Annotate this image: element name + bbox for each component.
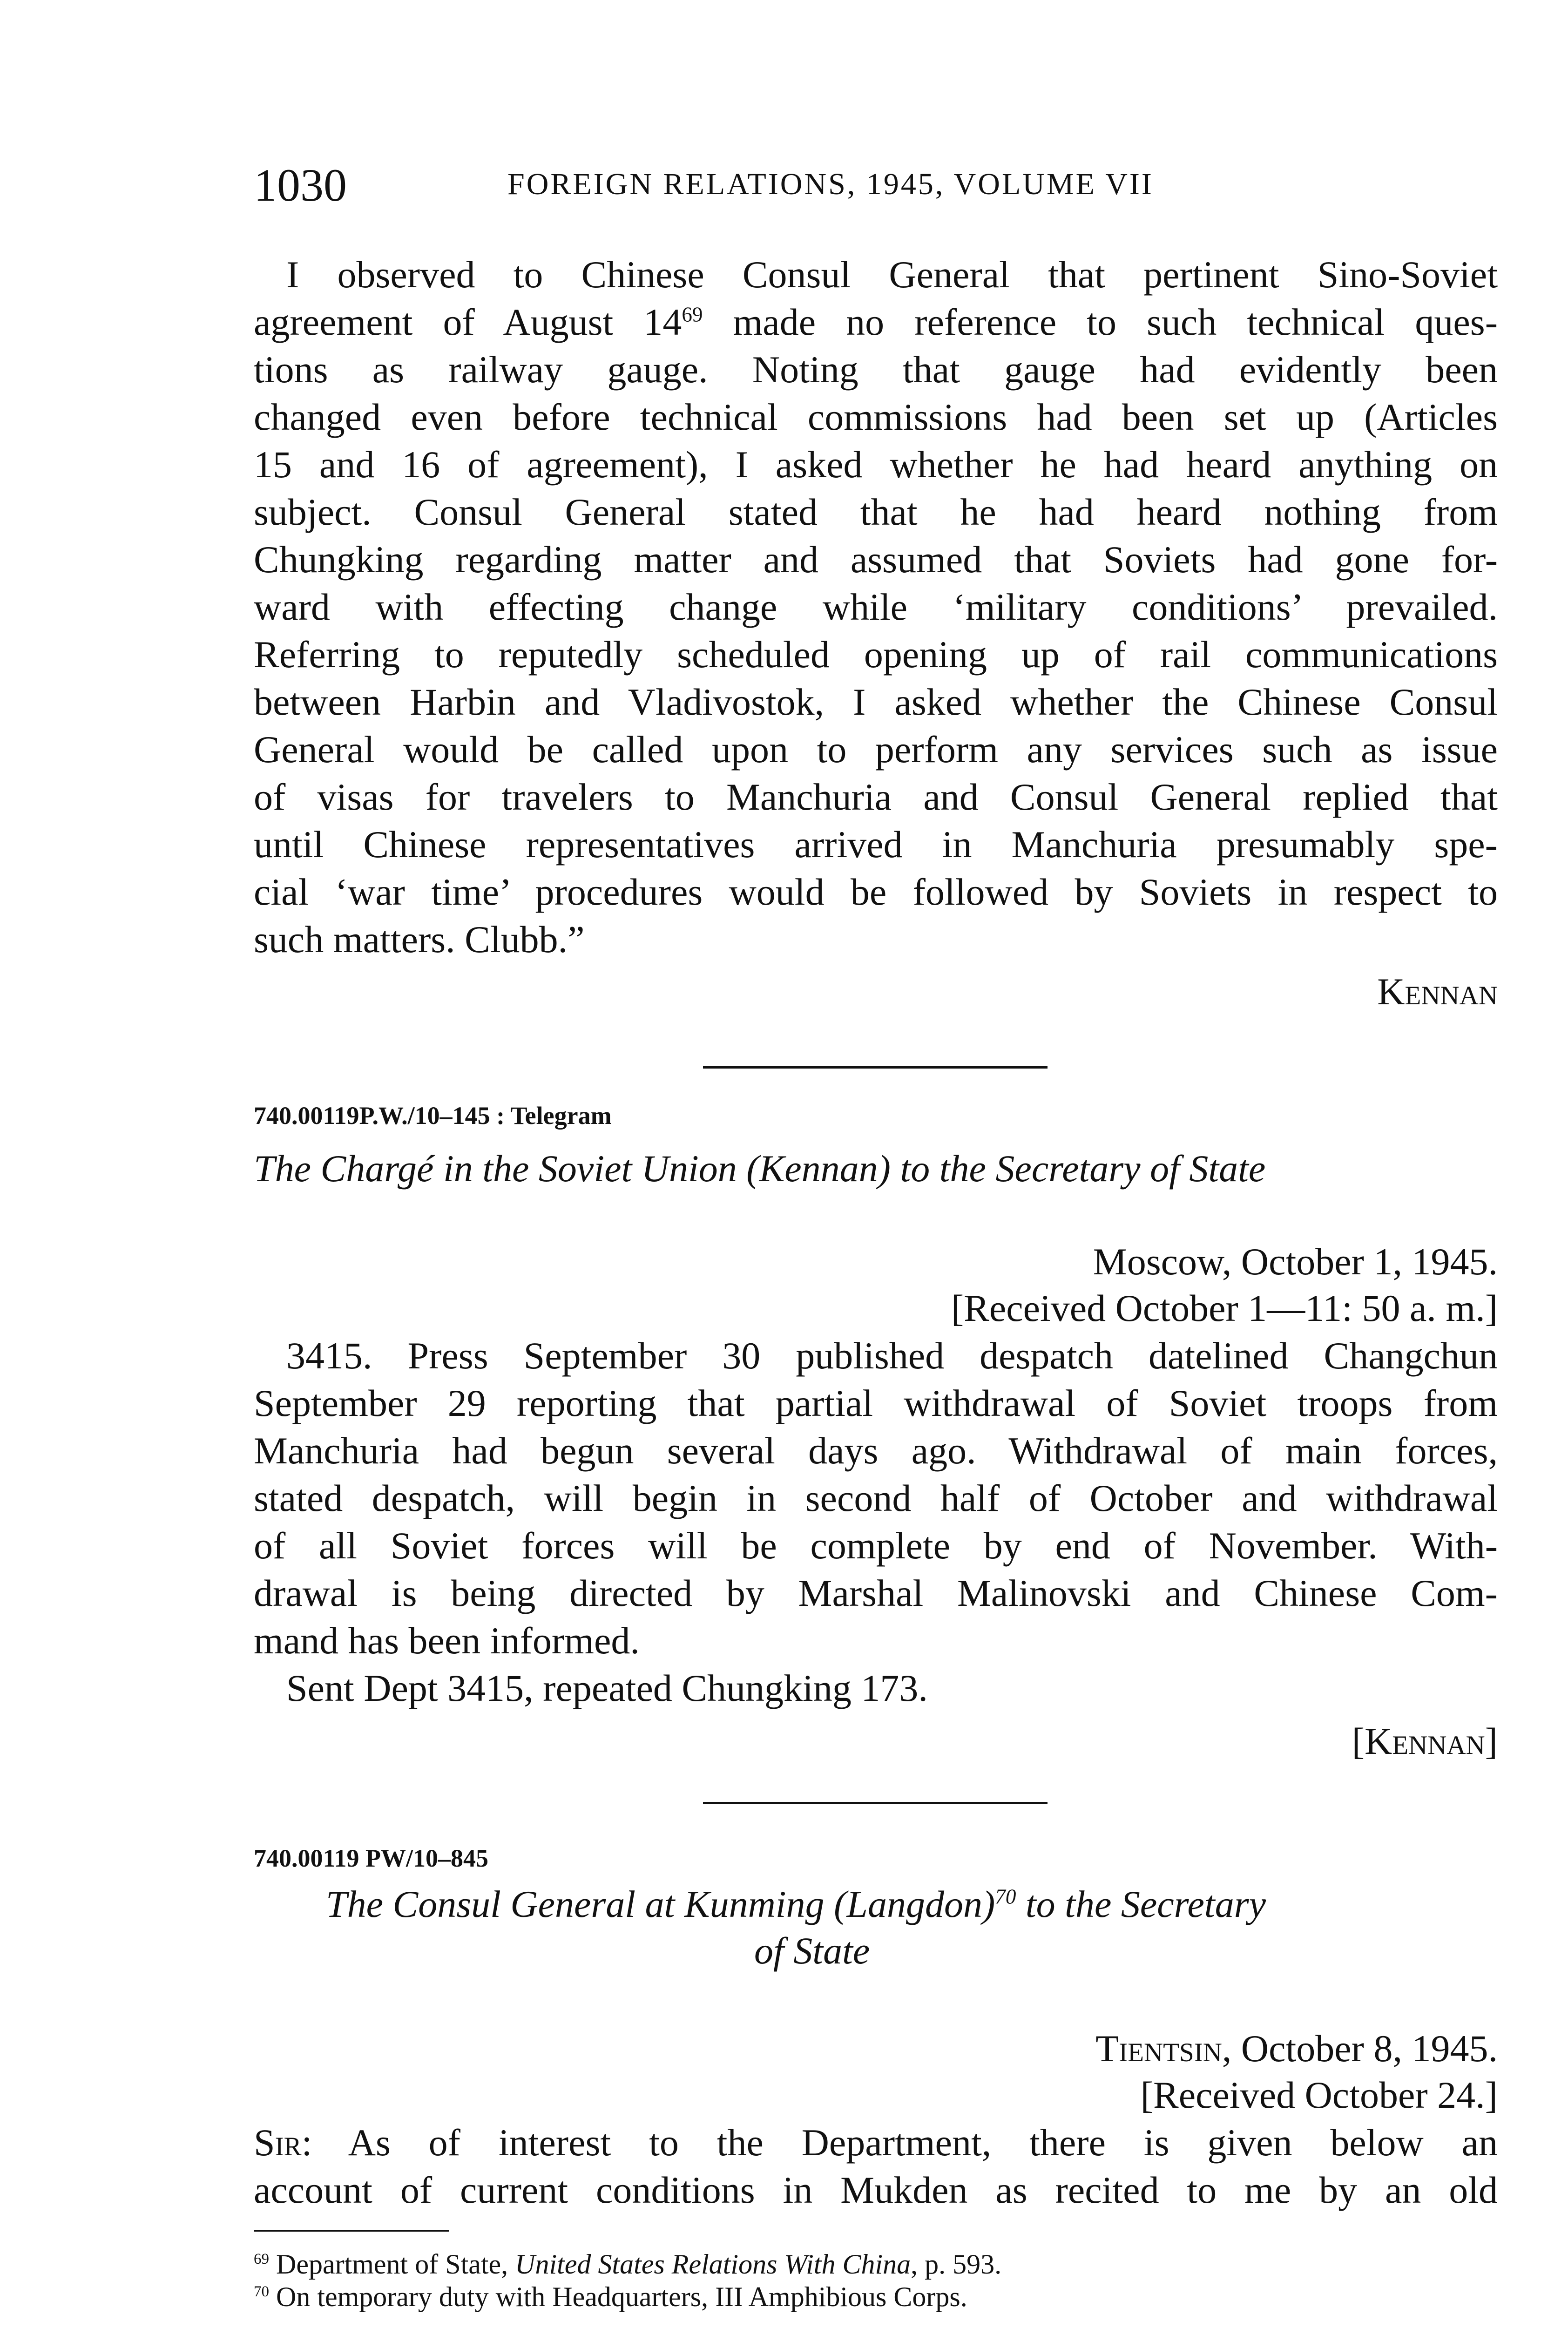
page-number: 1030 [254,159,347,211]
signature: [Kennan] [1352,1720,1498,1762]
body-line: September 29 reporting that partial withdrawal of Soviet troops from [254,1382,1498,1424]
body-line: 15 and 16 of agreement), I asked whether he had heard anything on [254,443,1498,486]
document-heading: The Chargé in the Soviet Union (Kennan) to the Secretary of State [254,1147,1266,1190]
footnote-mark: 69 [254,2251,269,2267]
body-line: agreement of August $14^{69}$ made no reference to such technical ques- [254,301,1498,343]
body-line: between Harbin and Vladivostok, I asked whether the Chinese Consul [254,681,1498,723]
received-note: [Received October 1—11: 50 a. m.] [951,1287,1498,1329]
body-line: mand has been informed. [254,1619,640,1662]
body-line: stated despatch, will begin in second half of October and withdrawal [254,1477,1498,1519]
body-line: until Chinese representatives arrived in Manchuria presumably spe- [254,823,1498,866]
received-note: [Received October 24.] [1140,2074,1498,2116]
file-number: 740.00119P.W./10–145 : Telegram [254,1102,612,1130]
body-line: tions as railway gauge. Noting that gauge had evidently been [254,348,1498,391]
body-line: changed even before technical commissions had been set up (Articles [254,396,1498,438]
body-line: ward with effecting change while ‘military conditions’ prevailed. [254,586,1498,628]
body-line: General would be called upon to perform any services such as issue [254,728,1498,771]
body-line: account of current conditions in Mukden as recited to me by an old [254,2169,1498,2211]
footnote-ref: 69 [682,303,703,326]
footnote-mark: 70 [254,2283,269,2300]
footnote: $^{69}$ Department of State, United States Relations With China, p. 593. [254,2249,1002,2280]
document-heading-cont: of State [754,1929,870,1972]
dateline: Tientsin, October 8, 1945. [1095,2027,1498,2070]
body-line: drawal is being directed by Marshal Malinovski and Chinese Com- [254,1572,1498,1614]
running-head: FOREIGN RELATIONS, 1945, VOLUME VII [507,167,1154,201]
section-divider [703,1802,1048,1804]
signature: Kennan [1377,970,1498,1013]
footnote: $^{70}$ On temporary duty with Headquarters, III Amphibious Corps. [254,2281,967,2312]
body-line: I observed to Chinese Consul General that pertinent Sino-Soviet [286,253,1498,296]
salutation: Sir [254,2121,302,2164]
body-line: cial ‘war time’ procedures would be followed by Soviets in respect to [254,871,1498,913]
body-line: such matters. Clubb.” [254,918,585,961]
section-divider [703,1066,1048,1069]
dateline: Moscow, October 1, 1945. [1093,1240,1498,1283]
document-heading: The Consul General at Kunming (Langdon)$^{70}$ to the Secretary [326,1883,1266,1925]
body-line: of all Soviet forces will be complete by end of November. With- [254,1524,1498,1567]
body-line: Sir: As of interest to the Department, there is given below an [254,2121,1498,2164]
body-line: Referring to reputedly scheduled opening up of rail communications [254,633,1498,676]
body-line: 3415. Press September 30 published despatch datelined Changchun [286,1334,1498,1377]
body-line: subject. Consul General stated that he had heard nothing from [254,491,1498,533]
body-line: Sent Dept 3415, repeated Chungking 173. [286,1667,928,1709]
footnote-rule [254,2230,449,2232]
body-line: of visas for travelers to Manchuria and Consul General replied that [254,776,1498,818]
body-line: Chungking regarding matter and assumed that Soviets had gone for- [254,538,1498,581]
body-line: Manchuria had begun several days ago. Withdrawal of main forces, [254,1429,1498,1472]
footnote-ref: 70 [995,1885,1016,1908]
file-number: 740.00119 PW/10–845 [254,1844,489,1872]
